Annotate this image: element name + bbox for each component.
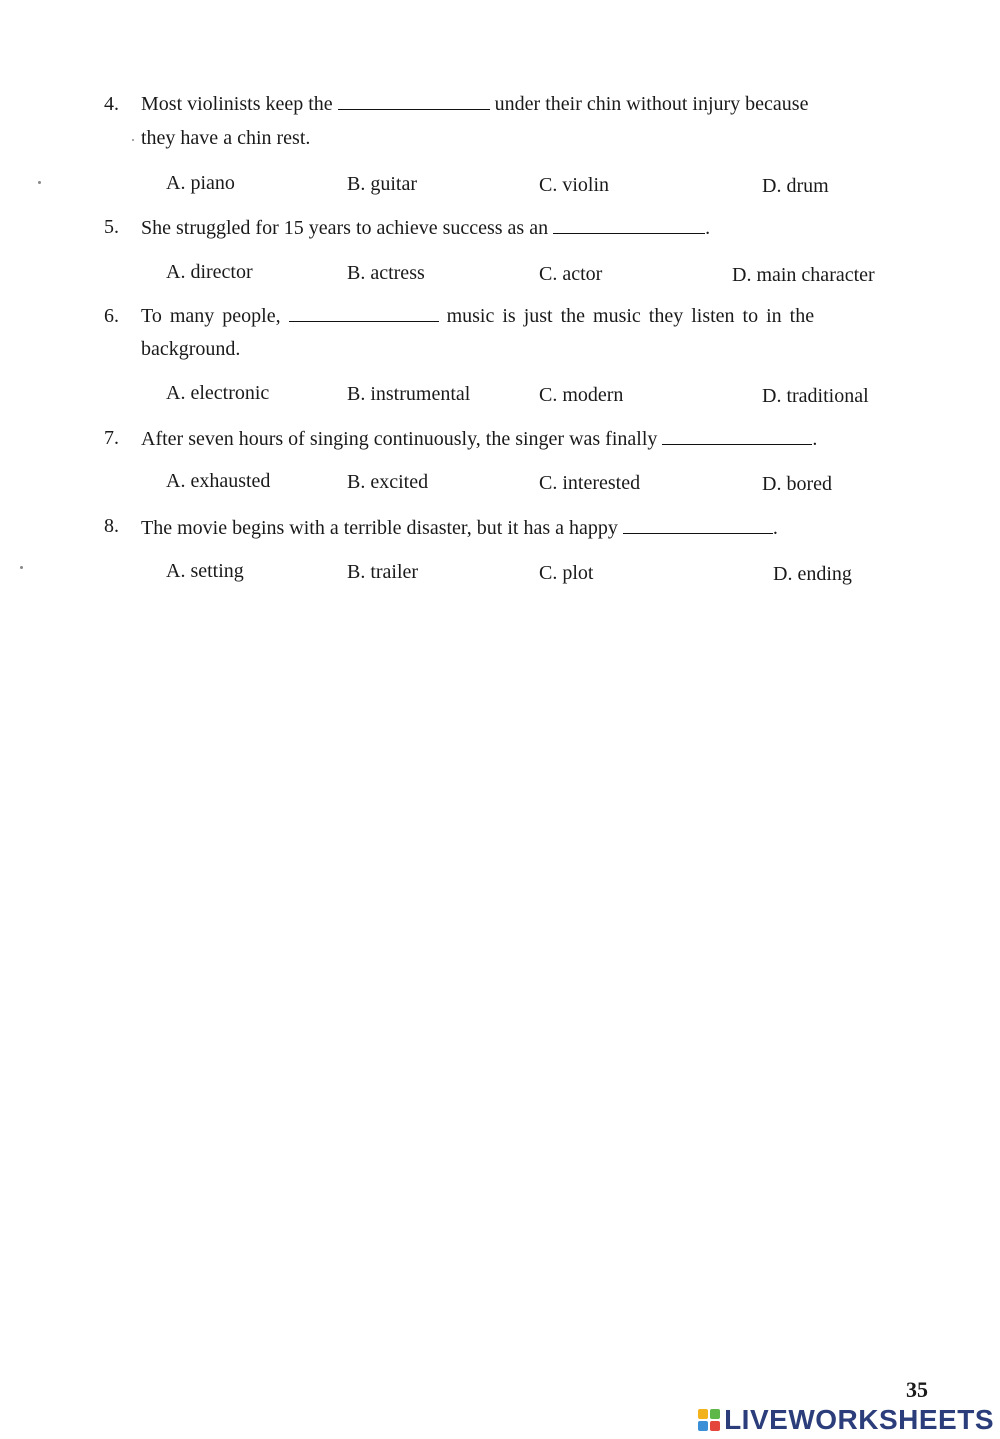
answer-blank[interactable] [662, 430, 812, 445]
logo-square [698, 1421, 708, 1431]
liveworksheets-logo-icon [698, 1409, 720, 1431]
question-text-line1: After seven hours of singing continuously, the singer was finally . [141, 428, 818, 450]
answer-blank[interactable] [623, 519, 773, 534]
option-a[interactable]: A. exhausted [166, 470, 271, 492]
logo-square [710, 1421, 720, 1431]
option-b[interactable]: B. excited [347, 471, 429, 493]
brand-name: LIVEWORKSHEETS [724, 1404, 994, 1435]
page-number: 35 [906, 1377, 928, 1402]
option-c[interactable]: C. interested [539, 472, 641, 494]
option-d[interactable]: D. drum [762, 175, 829, 197]
option-c[interactable]: C. plot [539, 562, 594, 584]
question-text-line2: background. [141, 338, 241, 360]
question-text-line1: Most violinists keep the under their chin without injury because [141, 93, 809, 115]
question-text-line2: they have a chin rest. [141, 127, 311, 149]
scan-speck [132, 139, 134, 141]
scan-speck [20, 566, 23, 569]
answer-blank[interactable] [553, 219, 705, 234]
question-number: 7. [104, 427, 119, 449]
answer-blank[interactable] [338, 95, 490, 110]
question-text-line1: She struggled for 15 years to achieve success as an . [141, 217, 711, 239]
option-a[interactable]: A. piano [166, 172, 235, 194]
option-b[interactable]: B. instrumental [347, 383, 471, 405]
option-a[interactable]: A. director [166, 261, 253, 283]
scan-speck [38, 181, 41, 184]
question-number: 6. [104, 305, 119, 327]
question-number: 5. [104, 216, 119, 238]
question-text-line1: To many people, music is just the music they listen to in the [141, 305, 815, 327]
option-b[interactable]: B. guitar [347, 173, 417, 195]
option-c[interactable]: C. actor [539, 263, 603, 285]
option-d[interactable]: D. main character [732, 264, 875, 286]
brand-footer[interactable] [698, 1404, 994, 1436]
option-d[interactable]: D. bored [762, 473, 832, 495]
logo-square [710, 1409, 720, 1419]
option-a[interactable]: A. setting [166, 560, 244, 582]
answer-blank[interactable] [289, 307, 439, 322]
option-b[interactable]: B. actress [347, 262, 425, 284]
option-a[interactable]: A. electronic [166, 382, 270, 404]
question-text-line1: The movie begins with a terrible disaster, but it has a happy . [141, 517, 778, 539]
option-d[interactable]: D. traditional [762, 385, 869, 407]
option-d[interactable]: D. ending [773, 563, 852, 585]
question-number: 8. [104, 515, 119, 537]
question-number: 4. [104, 93, 119, 115]
option-c[interactable]: C. violin [539, 174, 610, 196]
logo-square [698, 1409, 708, 1419]
option-b[interactable]: B. trailer [347, 561, 419, 583]
option-c[interactable]: C. modern [539, 384, 624, 406]
